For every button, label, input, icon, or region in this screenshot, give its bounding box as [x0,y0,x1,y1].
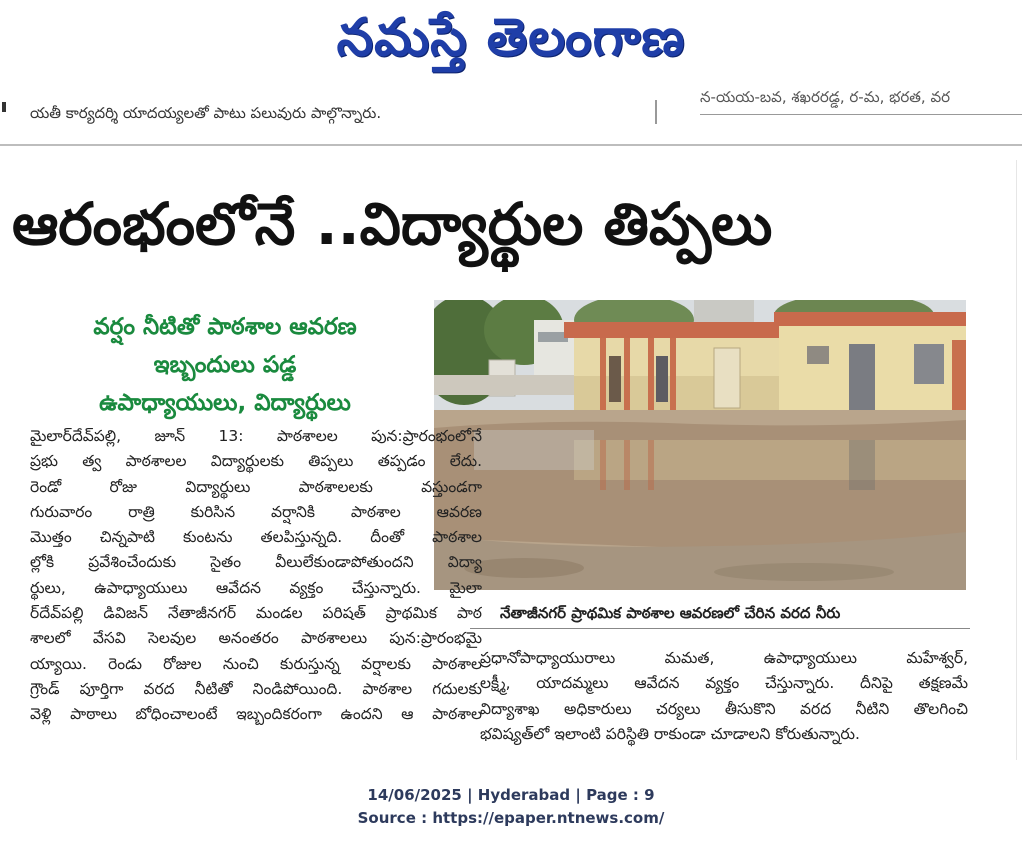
body-line: ర్థులు, ఉపాధ్యాయులు ఆవేదన వ్యక్తం చేస్తున్నారు. మైలా [30,578,482,597]
column-divider [655,100,657,124]
body-line: రెండో రోజు విద్యార్థులు పాఠశాలలకు వస్తుండగా [30,477,482,496]
photo-caption: నేతాజీనగర్ ప్రాథమిక పాఠశాల ఆవరణలో చేరిన వరద నీరు [500,604,841,622]
body-line: లక్ష్మీ, యాదమ్మలు ఆవేదన వ్యక్తం చేస్తున్నారు. దీనిపై తక్షణమే [480,674,968,693]
body-line: ప్రభు త్వ పాఠశాలల విద్యార్థులకు తిప్పలు తప్పడం లేదు. [30,452,482,471]
masthead [0,0,1022,80]
footer-dateline: 14/06/2025 | Hyderabad | Page : 9 [367,786,655,804]
page-edge-rule [1016,160,1017,760]
footer-source-link[interactable]: Source : https://epaper.ntnews.com/ [357,809,665,827]
previous-article-tail-right: న-యయ-బవ, శఖరరడ్డ, ర-మ, భరత, వర [700,88,1022,115]
previous-article-tail-left: యతీ కార్యదర్శి యాదయ్యలతో పాటు పలువురు పాల్గొన్నారు. [30,104,382,122]
subhead-line: ఉపాధ్యాయులు, విద్యార్థులు [99,390,351,416]
body-line: వెళ్లి పాఠాలు బోధించాలంటే ఇబ్బందికరంగా ఉందని ఆ పాఠశాల [30,705,482,724]
subhead-line: ఇబ్బందులు పడ్డ [153,352,297,378]
body-line: ర్‌దేవ్‌పల్లి డివిజన్ నేతాజీనగర్ మండల పరిషత్ ప్రాథమిక పాఠ [30,604,482,623]
article-body-left-column [30,424,482,728]
flooded-school-photo [434,300,966,590]
newspaper-logo: నమస్తే తెలంగాణ [336,8,686,68]
body-line: గ్రౌండ్ పూర్తిగా వరద నీటితో నిండిపోయింది. పాఠశాల గదులకు [30,679,482,698]
previous-page-strip [0,88,1022,146]
caption-divider [470,628,970,629]
column-marker [2,102,6,112]
body-line: ప్రధానోపాధ్యాయురాలు మమత, ఉపాధ్యాయులు మహేశ్వర్, [480,649,968,667]
body-line: గురువారం రాత్రి కురిసిన వర్షానికి పాఠశాల ఆవరణ [30,502,482,521]
subhead-line: వర్షం నీటితో పాఠశాల ఆవరణ [93,314,357,340]
body-line: మొత్తం చిన్నపాటి కుంటను తలపిస్తున్నది. దీంతో పాఠశాల [30,528,482,547]
article-body-right-column [480,646,968,747]
body-line: శాలలో వేసవి సెలవుల అనంతరం పాఠశాలలు పున:ప్రారంభమై [30,629,482,648]
article-headline: ఆరంభంలోనే ..విద్యార్థుల తిప్పలు [12,190,773,258]
body-line: ల్లోకి ప్రవేశించేందుకు సైతం వీలులేకుండాపోతుందని విద్యా [30,553,482,572]
body-line: విద్యాశాఖ అధికారులు చర్యలు తీసుకొని వరద నీటిని తొలగించి [480,699,968,718]
page-footer [0,784,1022,830]
article-subheadline [30,308,420,422]
body-line: భవిష్యత్‌లో ఇలాంటి పరిస్థితి రాకుండా చూడాలని కోరుతున్నారు. [480,724,860,743]
body-line: య్యాయి. రెండు రోజుల నుంచి కురుస్తున్న వర్షాలకు పాఠశాల [30,654,482,673]
body-line: మైలార్‌దేవ్‌పల్లి, జూన్ 13: పాఠశాలల పున:ప్రారంభంలోనే [30,427,482,445]
